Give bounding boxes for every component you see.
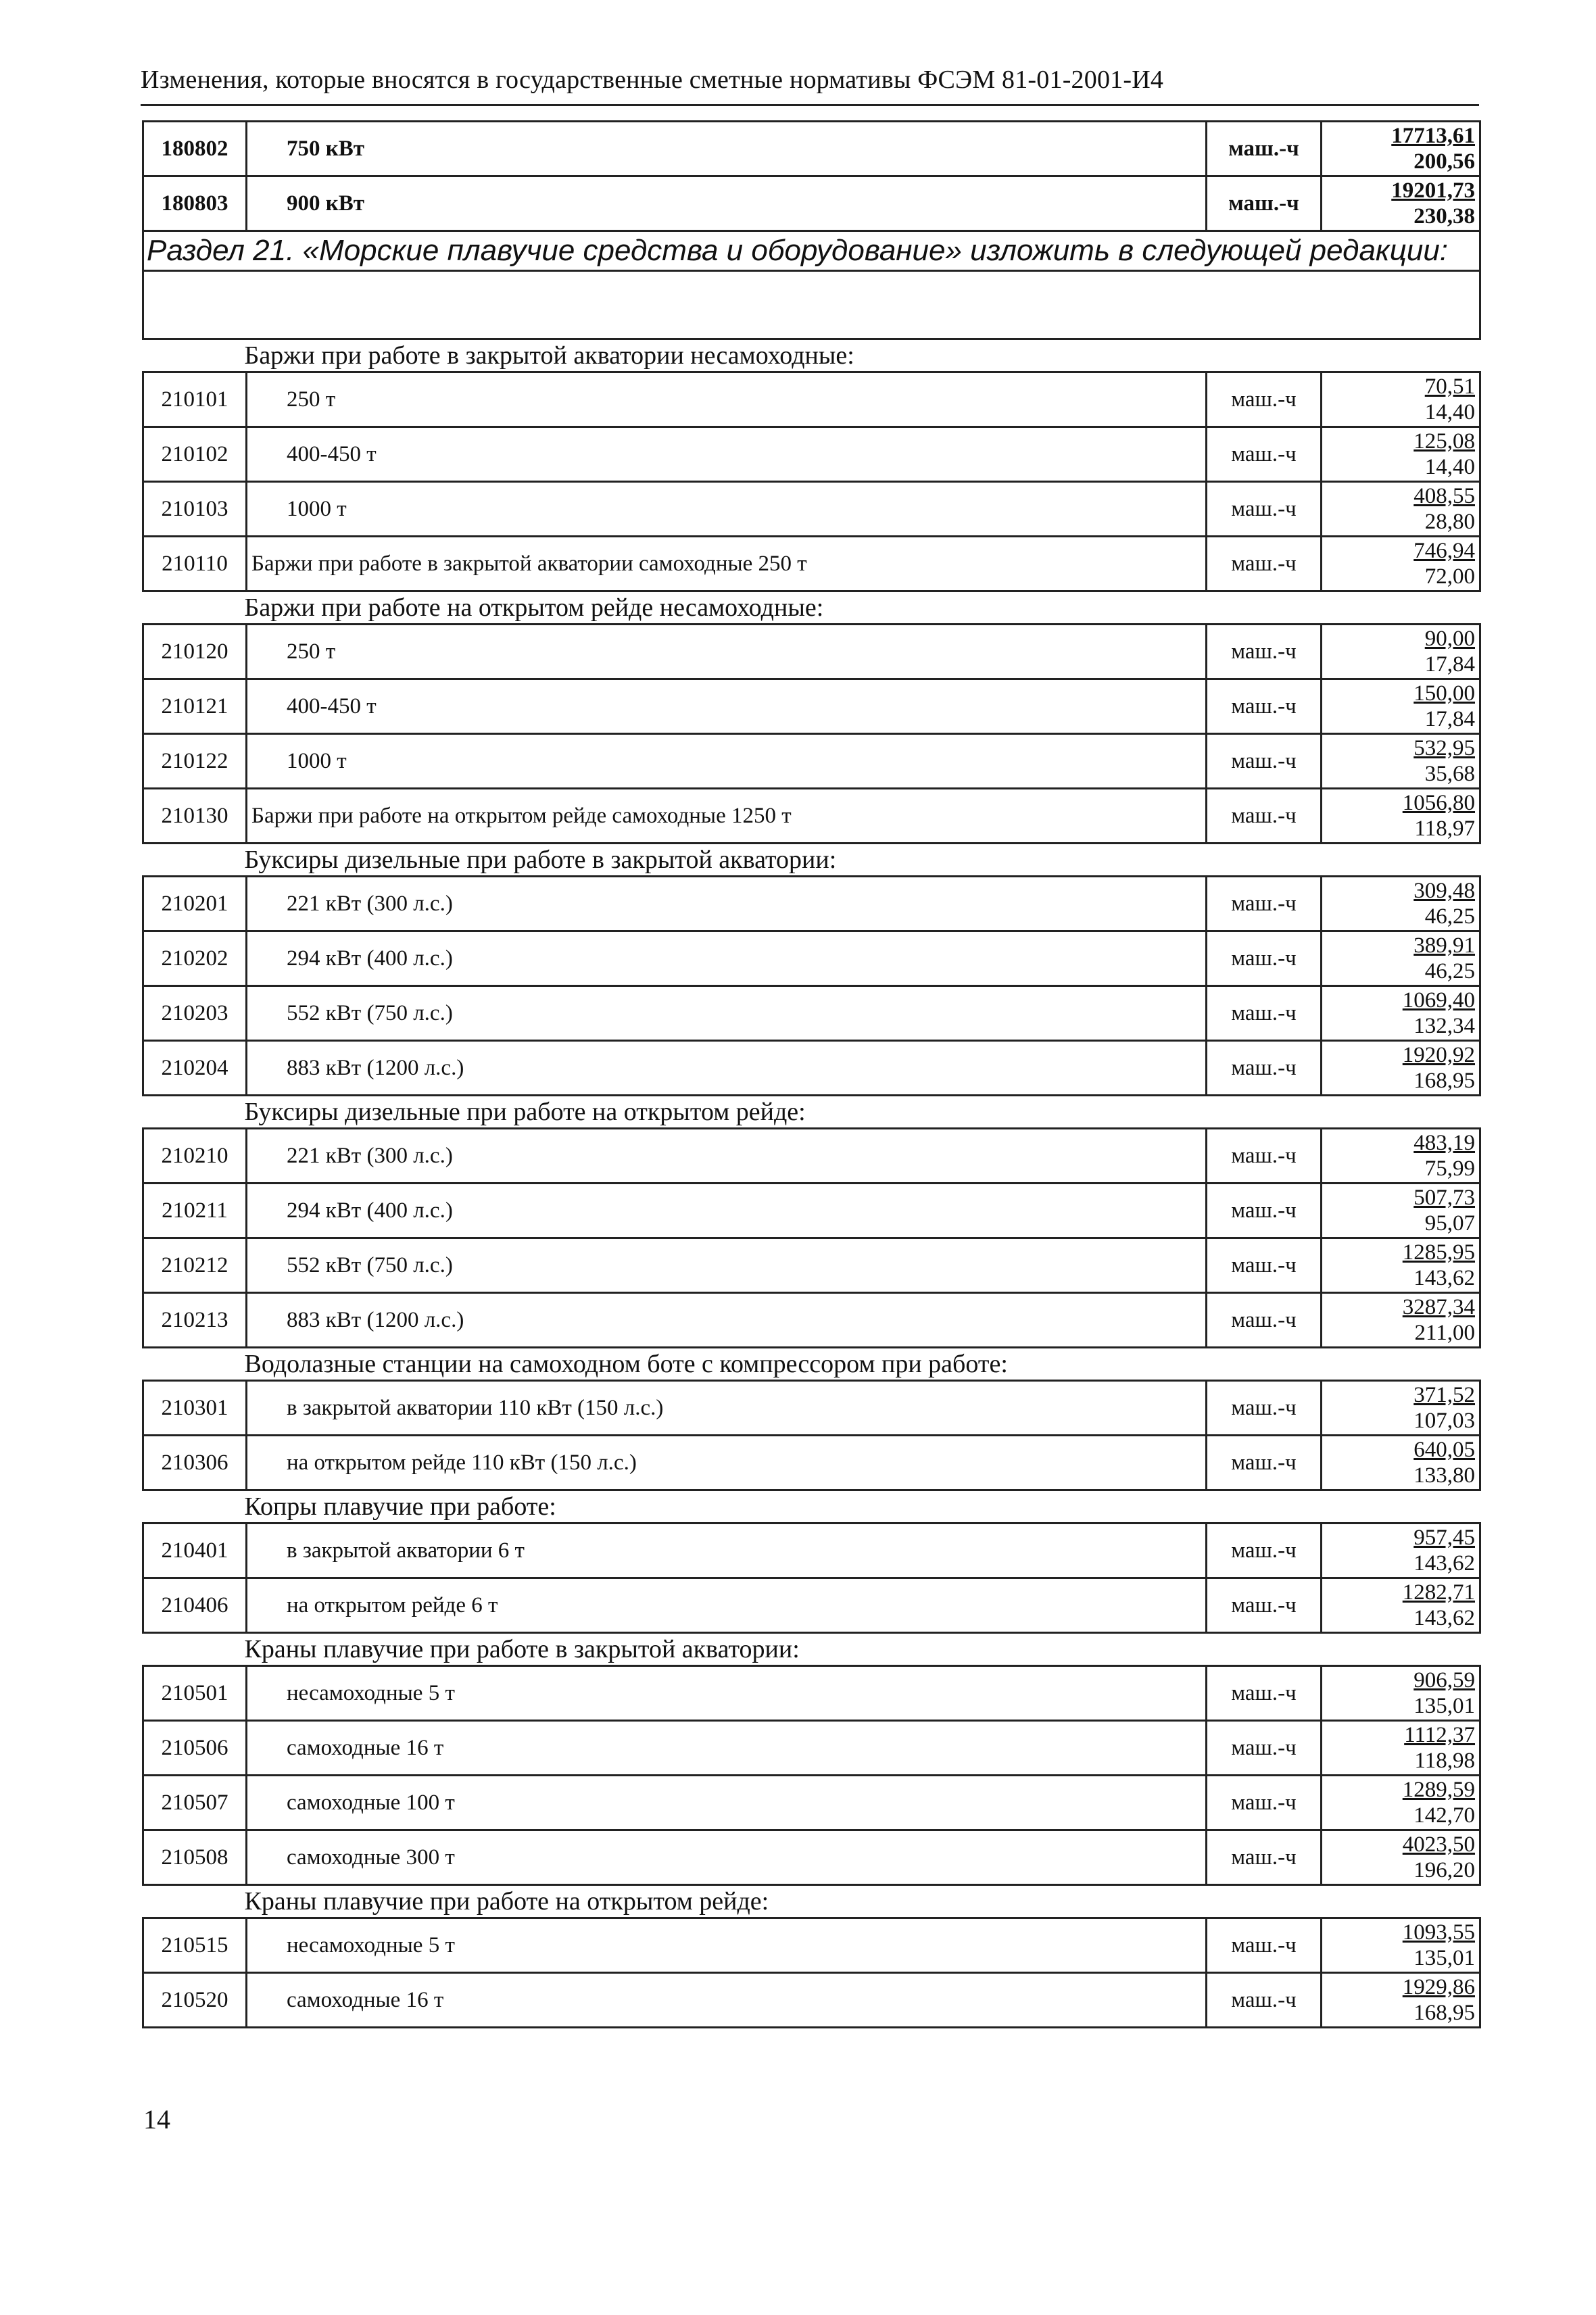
table-row xyxy=(143,986,1480,1041)
item-price xyxy=(1322,1184,1480,1238)
item-price xyxy=(1322,372,1480,427)
price-wage: 14,40 xyxy=(1424,455,1475,479)
item-name: 294 кВт (400 л.с.) xyxy=(247,1184,1207,1238)
group-header-row xyxy=(143,844,1480,877)
group-title: Копры плавучие при работе: xyxy=(143,1490,1480,1524)
blank-row xyxy=(143,271,1480,339)
item-unit: маш.-ч xyxy=(1207,1973,1322,2028)
item-price xyxy=(1322,1830,1480,1885)
price-total: 1289,59 xyxy=(1402,1778,1475,1802)
item-unit: маш.-ч xyxy=(1207,176,1322,231)
item-code: 210210 xyxy=(143,1129,247,1184)
item-name: 1000 т xyxy=(247,734,1207,789)
item-price xyxy=(1322,1436,1480,1490)
item-code: 210508 xyxy=(143,1830,247,1885)
price-wage: 168,95 xyxy=(1413,1069,1475,1093)
item-name: 1000 т xyxy=(247,482,1207,537)
item-name: самоходные 100 т xyxy=(247,1776,1207,1830)
item-price xyxy=(1322,931,1480,986)
item-name: 552 кВт (750 л.с.) xyxy=(247,986,1207,1041)
group-title: Водолазные станции на самоходном боте с компрессором при работе: xyxy=(143,1348,1480,1381)
item-name: самоходные 16 т xyxy=(247,1973,1207,2028)
table-row xyxy=(143,1293,1480,1348)
item-name: на открытом рейде 110 кВт (150 л.с.) xyxy=(247,1436,1207,1490)
item-price xyxy=(1322,734,1480,789)
item-name: 400-450 т xyxy=(247,679,1207,734)
item-name: 221 кВт (300 л.с.) xyxy=(247,1129,1207,1184)
group-title: Краны плавучие при работе на открытом рейде: xyxy=(143,1885,1480,1918)
item-price xyxy=(1322,986,1480,1041)
table-row xyxy=(143,1381,1480,1436)
price-wage: 211,00 xyxy=(1414,1321,1475,1345)
item-code: 210520 xyxy=(143,1973,247,2028)
item-code: 210211 xyxy=(143,1184,247,1238)
price-total: 640,05 xyxy=(1413,1438,1475,1462)
item-unit: маш.-ч xyxy=(1207,1776,1322,1830)
item-code: 210102 xyxy=(143,427,247,482)
item-unit: маш.-ч xyxy=(1207,679,1322,734)
item-price xyxy=(1322,176,1480,231)
item-name: 750 кВт xyxy=(247,122,1207,176)
item-unit: маш.-ч xyxy=(1207,122,1322,176)
item-unit: маш.-ч xyxy=(1207,1041,1322,1096)
table-row xyxy=(143,482,1480,537)
item-name: Баржи при работе на открытом рейде самоходные 1250 т xyxy=(247,789,1207,844)
price-wage: 46,25 xyxy=(1424,959,1475,983)
table-row xyxy=(143,1830,1480,1885)
page-header: Изменения, которые вносятся в государственные сметные нормативы ФСЭМ 81-01-2001-И4 xyxy=(141,65,1479,106)
item-code: 210213 xyxy=(143,1293,247,1348)
item-name: 552 кВт (750 л.с.) xyxy=(247,1238,1207,1293)
item-unit: маш.-ч xyxy=(1207,482,1322,537)
item-price xyxy=(1322,1721,1480,1776)
item-name: несамоходные 5 т xyxy=(247,1918,1207,1973)
price-wage: 107,03 xyxy=(1413,1409,1475,1433)
price-total: 1285,95 xyxy=(1402,1240,1475,1265)
item-unit: маш.-ч xyxy=(1207,1524,1322,1578)
price-wage: 95,07 xyxy=(1424,1211,1475,1236)
price-total: 371,52 xyxy=(1413,1383,1475,1407)
price-total: 90,00 xyxy=(1424,627,1475,651)
item-code: 180802 xyxy=(143,122,247,176)
item-price xyxy=(1322,537,1480,591)
group-title: Буксиры дизельные при работе в закрытой акватории: xyxy=(143,844,1480,877)
group-title: Баржи при работе на открытом рейде несамоходные: xyxy=(143,591,1480,625)
item-code: 210101 xyxy=(143,372,247,427)
table-row xyxy=(143,1776,1480,1830)
price-wage: 14,40 xyxy=(1424,400,1475,424)
table-row xyxy=(143,734,1480,789)
item-unit: маш.-ч xyxy=(1207,1129,1322,1184)
price-wage: 196,20 xyxy=(1413,1858,1475,1882)
item-name: 400-450 т xyxy=(247,427,1207,482)
table-row xyxy=(143,1578,1480,1633)
price-total: 507,73 xyxy=(1413,1186,1475,1210)
item-price xyxy=(1322,1666,1480,1721)
table-row xyxy=(143,1918,1480,1973)
table-row xyxy=(143,1041,1480,1096)
item-unit: маш.-ч xyxy=(1207,1830,1322,1885)
item-unit: маш.-ч xyxy=(1207,789,1322,844)
group-header-row xyxy=(143,591,1480,625)
item-name: 250 т xyxy=(247,372,1207,427)
item-name: 221 кВт (300 л.с.) xyxy=(247,877,1207,931)
price-wage: 135,01 xyxy=(1413,1694,1475,1718)
item-unit: маш.-ч xyxy=(1207,986,1322,1041)
item-unit: маш.-ч xyxy=(1207,427,1322,482)
table-row xyxy=(143,176,1480,231)
item-price xyxy=(1322,1524,1480,1578)
price-total: 4023,50 xyxy=(1402,1832,1475,1857)
price-total: 483,19 xyxy=(1413,1131,1475,1155)
item-price xyxy=(1322,679,1480,734)
table-row xyxy=(143,1238,1480,1293)
price-wage: 118,97 xyxy=(1414,817,1475,841)
group-header-row xyxy=(143,1096,1480,1129)
item-unit: маш.-ч xyxy=(1207,877,1322,931)
item-unit: маш.-ч xyxy=(1207,1436,1322,1490)
table-row xyxy=(143,877,1480,931)
price-total: 150,00 xyxy=(1413,681,1475,706)
price-total: 408,55 xyxy=(1413,484,1475,508)
table-row xyxy=(143,789,1480,844)
price-wage: 143,62 xyxy=(1413,1606,1475,1630)
price-total: 17713,61 xyxy=(1391,124,1475,148)
price-wage: 230,38 xyxy=(1413,204,1475,228)
price-wage: 135,01 xyxy=(1413,1946,1475,1970)
price-wage: 200,56 xyxy=(1413,149,1475,174)
price-wage: 143,62 xyxy=(1413,1266,1475,1290)
item-unit: маш.-ч xyxy=(1207,1918,1322,1973)
price-wage: 133,80 xyxy=(1413,1463,1475,1488)
item-code: 210301 xyxy=(143,1381,247,1436)
price-wage: 168,95 xyxy=(1413,2001,1475,2025)
price-total: 1282,71 xyxy=(1402,1580,1475,1605)
item-code: 210110 xyxy=(143,537,247,591)
item-price xyxy=(1322,625,1480,679)
price-total: 532,95 xyxy=(1413,736,1475,760)
price-total: 1112,37 xyxy=(1404,1723,1475,1747)
price-wage: 28,80 xyxy=(1424,510,1475,534)
item-unit: маш.-ч xyxy=(1207,1578,1322,1633)
group-title: Краны плавучие при работе в закрытой акватории: xyxy=(143,1633,1480,1666)
price-total: 19201,73 xyxy=(1391,178,1475,203)
table-row xyxy=(143,372,1480,427)
price-total: 1069,40 xyxy=(1402,988,1475,1013)
item-code: 210306 xyxy=(143,1436,247,1490)
item-unit: маш.-ч xyxy=(1207,1184,1322,1238)
price-wage: 72,00 xyxy=(1424,564,1475,589)
item-name: самоходные 16 т xyxy=(247,1721,1207,1776)
item-code: 210501 xyxy=(143,1666,247,1721)
group-title: Баржи при работе в закрытой акватории несамоходные: xyxy=(143,339,1480,372)
table-row xyxy=(143,427,1480,482)
table-row xyxy=(143,1721,1480,1776)
price-total: 309,48 xyxy=(1413,879,1475,903)
item-name: 883 кВт (1200 л.с.) xyxy=(247,1041,1207,1096)
price-total: 1056,80 xyxy=(1402,791,1475,815)
item-name: Баржи при работе в закрытой акватории самоходные 250 т xyxy=(247,537,1207,591)
group-header-row xyxy=(143,1633,1480,1666)
item-code: 210121 xyxy=(143,679,247,734)
item-code: 210122 xyxy=(143,734,247,789)
price-wage: 75,99 xyxy=(1424,1156,1475,1181)
item-price xyxy=(1322,1578,1480,1633)
group-header-row xyxy=(143,1885,1480,1918)
item-price xyxy=(1322,1293,1480,1348)
table-row xyxy=(143,1436,1480,1490)
item-unit: маш.-ч xyxy=(1207,1721,1322,1776)
item-unit: маш.-ч xyxy=(1207,537,1322,591)
group-header-row xyxy=(143,339,1480,372)
price-total: 3287,34 xyxy=(1402,1295,1475,1319)
item-name: в закрытой акватории 110 кВт (150 л.с.) xyxy=(247,1381,1207,1436)
item-price xyxy=(1322,1041,1480,1096)
price-total: 1920,92 xyxy=(1402,1043,1475,1067)
group-header-row xyxy=(143,1490,1480,1524)
item-price xyxy=(1322,1129,1480,1184)
item-code: 210120 xyxy=(143,625,247,679)
item-name: 900 кВт xyxy=(247,176,1207,231)
table-row xyxy=(143,931,1480,986)
item-code: 210401 xyxy=(143,1524,247,1578)
item-code: 180803 xyxy=(143,176,247,231)
table-row xyxy=(143,1184,1480,1238)
item-code: 210406 xyxy=(143,1578,247,1633)
section-title-row xyxy=(143,231,1480,271)
item-unit: маш.-ч xyxy=(1207,734,1322,789)
item-code: 210103 xyxy=(143,482,247,537)
table-row xyxy=(143,1129,1480,1184)
price-total: 1093,55 xyxy=(1402,1920,1475,1945)
price-total: 125,08 xyxy=(1413,429,1475,454)
table-row xyxy=(143,537,1480,591)
group-header-row xyxy=(143,1348,1480,1381)
rates-table-body xyxy=(143,122,1480,2028)
price-wage: 46,25 xyxy=(1424,904,1475,929)
group-title: Буксиры дизельные при работе на открытом рейде: xyxy=(143,1096,1480,1129)
price-wage: 17,84 xyxy=(1424,707,1475,731)
blank-cell xyxy=(143,271,1480,339)
item-unit: маш.-ч xyxy=(1207,1666,1322,1721)
item-code: 210506 xyxy=(143,1721,247,1776)
table-row xyxy=(143,1666,1480,1721)
item-name: 883 кВт (1200 л.с.) xyxy=(247,1293,1207,1348)
item-code: 210204 xyxy=(143,1041,247,1096)
item-code: 210212 xyxy=(143,1238,247,1293)
table-row xyxy=(143,1973,1480,2028)
item-price xyxy=(1322,1973,1480,2028)
item-code: 210202 xyxy=(143,931,247,986)
price-wage: 142,70 xyxy=(1413,1803,1475,1828)
item-price xyxy=(1322,1381,1480,1436)
page-number: 14 xyxy=(143,2104,170,2135)
price-total: 906,59 xyxy=(1413,1668,1475,1692)
price-wage: 118,98 xyxy=(1414,1749,1475,1773)
item-name: 250 т xyxy=(247,625,1207,679)
item-price xyxy=(1322,789,1480,844)
table-row xyxy=(143,122,1480,176)
item-unit: маш.-ч xyxy=(1207,1293,1322,1348)
item-name: в закрытой акватории 6 т xyxy=(247,1524,1207,1578)
price-wage: 17,84 xyxy=(1424,652,1475,677)
table-row xyxy=(143,679,1480,734)
price-total: 1929,86 xyxy=(1402,1975,1475,1999)
item-code: 210203 xyxy=(143,986,247,1041)
item-code: 210515 xyxy=(143,1918,247,1973)
price-wage: 143,62 xyxy=(1413,1551,1475,1576)
item-unit: маш.-ч xyxy=(1207,625,1322,679)
item-price xyxy=(1322,1238,1480,1293)
item-name: несамоходные 5 т xyxy=(247,1666,1207,1721)
item-price xyxy=(1322,1918,1480,1973)
item-price xyxy=(1322,122,1480,176)
item-price xyxy=(1322,1776,1480,1830)
table-row xyxy=(143,1524,1480,1578)
price-total: 70,51 xyxy=(1424,374,1475,399)
price-total: 746,94 xyxy=(1413,539,1475,563)
item-name: на открытом рейде 6 т xyxy=(247,1578,1207,1633)
item-code: 210507 xyxy=(143,1776,247,1830)
item-unit: маш.-ч xyxy=(1207,372,1322,427)
rates-table xyxy=(142,120,1479,2028)
table-row xyxy=(143,625,1480,679)
price-total: 389,91 xyxy=(1413,933,1475,958)
item-price xyxy=(1322,482,1480,537)
item-name: 294 кВт (400 л.с.) xyxy=(247,931,1207,986)
item-name: самоходные 300 т xyxy=(247,1830,1207,1885)
item-price xyxy=(1322,877,1480,931)
item-code: 210201 xyxy=(143,877,247,931)
item-unit: маш.-ч xyxy=(1207,1238,1322,1293)
price-wage: 132,34 xyxy=(1413,1014,1475,1038)
item-unit: маш.-ч xyxy=(1207,1381,1322,1436)
section-title: Раздел 21. «Морские плавучие средства и оборудование» изложить в следующей редакции: xyxy=(143,231,1480,271)
item-unit: маш.-ч xyxy=(1207,931,1322,986)
item-price xyxy=(1322,427,1480,482)
item-code: 210130 xyxy=(143,789,247,844)
price-wage: 35,68 xyxy=(1424,762,1475,786)
price-total: 957,45 xyxy=(1413,1526,1475,1550)
